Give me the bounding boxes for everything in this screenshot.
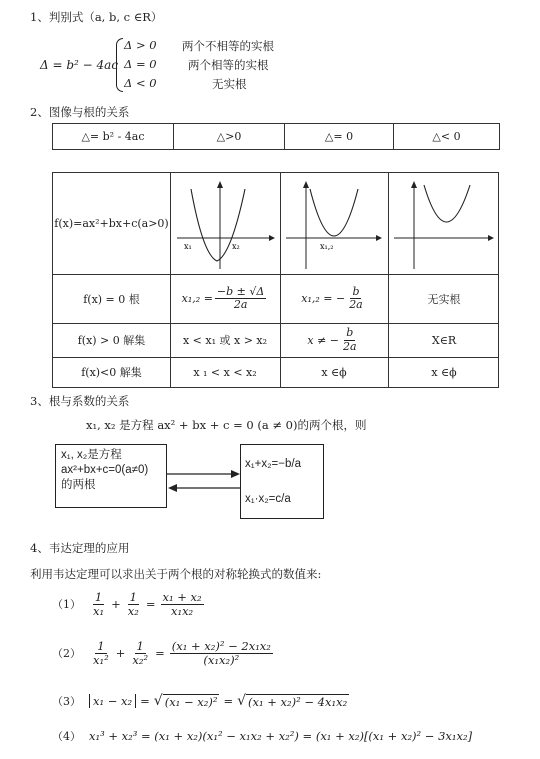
y-axis-arrow (217, 181, 223, 188)
lt-solution-two: x ₁ < x < x₂ (193, 365, 257, 379)
lt-row-label: f(x)<0 解集 (81, 366, 142, 379)
radicand: (x₁ + x₂)² − 4x₁x₂ (248, 694, 348, 709)
equals-sign: = (155, 646, 165, 661)
parabola-curve (310, 189, 358, 236)
absolute-value: x₁ − x₂ (89, 694, 136, 708)
gt-fraction (341, 327, 359, 352)
fraction-denominator: x₁x₂ (170, 603, 194, 618)
vieta-product: x₁·x₂=c/a (245, 493, 291, 505)
lt-solution-one: x ∈ϕ (321, 365, 347, 379)
header-delta-formula: △= b² - 4ac (53, 124, 174, 150)
function-label: f(x)=ax²+bx+c(a>0) (54, 217, 169, 230)
premise-line-2: ax²+bx+c=0(a≠0) (61, 464, 149, 476)
case-3-description: 无实根 (212, 77, 247, 91)
case-1-description: 两个不相等的实根 (182, 39, 274, 53)
formula-3-label: （3） (52, 695, 81, 708)
root-label-x12: x₁,₂ (320, 242, 334, 251)
equals-sign: = (145, 597, 156, 612)
fraction-denominator: 2a (349, 298, 363, 311)
delta-header-table (52, 123, 500, 150)
fraction (91, 640, 111, 666)
x-axis-arrow (269, 235, 275, 241)
fraction-denominator: x₂ (127, 603, 139, 618)
roots-lhs: x₁,₂ = (181, 292, 213, 305)
fraction (170, 640, 273, 666)
fraction-numerator: 1 (129, 590, 137, 604)
case-2-description: 两个相等的实根 (188, 58, 269, 72)
formula-1-label: （1） (52, 598, 81, 612)
radical-sign: √ (237, 693, 246, 709)
fraction-numerator: 1 (136, 639, 144, 653)
fraction (126, 591, 141, 617)
plus-sign: + (115, 646, 126, 661)
equals-sign: = (223, 694, 234, 708)
graph-no-root (390, 175, 498, 272)
fraction-numerator: b (352, 284, 360, 298)
roots-graph-table (52, 172, 499, 388)
section4-intro: 利用韦达定理可以求出关于两个根的对称轮换式的数值来: (30, 567, 322, 581)
radicand: (x₁ − x₂)² (164, 694, 218, 709)
quadratic-formula-fraction (215, 286, 266, 311)
graph-one-root (282, 175, 386, 272)
roots-formula-one (280, 274, 388, 323)
gt-solution-none: X∈R (431, 333, 457, 347)
lt-solution-none: x ∈ϕ (431, 365, 457, 379)
premise-line-3: 的两根 (61, 479, 96, 491)
case-1-condition: Δ > 0 (124, 38, 157, 52)
root-label-x1: x₁ (184, 242, 192, 251)
formula-2 (52, 640, 275, 666)
x-axis-arrow (488, 235, 494, 241)
fraction-denominator: x₁² (93, 652, 109, 667)
section3-title: 3、根与系数的关系 (30, 394, 130, 408)
section4-title: 4、韦达定理的应用 (30, 541, 130, 555)
fraction (130, 640, 150, 666)
header-delta-negative: △< 0 (394, 124, 500, 150)
y-axis-arrow (411, 181, 417, 188)
gt-solution-one (280, 323, 388, 357)
double-root-fraction (347, 286, 365, 311)
fraction-denominator: (x₁x₂)² (203, 652, 240, 667)
fraction-denominator: 2a (343, 339, 357, 353)
x-axis-arrow (376, 235, 382, 241)
formula-4 (52, 728, 472, 744)
roots-formula-two (170, 274, 280, 323)
formula-1 (52, 591, 206, 617)
section1-title: 1、判别式（a, b, c ∈R） (30, 10, 163, 24)
discriminant-equation: Δ = b² − 4ac (40, 58, 119, 72)
radical-sign: √ (153, 693, 163, 709)
cases-brace (116, 38, 123, 92)
fraction-numerator: (x₁ + x₂)² − 2x₁x₂ (171, 639, 271, 653)
case-2-condition: Δ = 0 (124, 57, 157, 71)
formula-2-label: （2） (52, 647, 81, 661)
roots-row-label: f(x) = 0 根 (83, 292, 140, 306)
case-3-condition: Δ < 0 (124, 76, 157, 90)
root-label-x2: x₂ (232, 242, 240, 251)
fraction-numerator: b (346, 326, 354, 340)
graph-two-roots (173, 175, 279, 272)
parabola-curve (424, 185, 470, 222)
equivalence-arrows (167, 468, 241, 494)
fraction (161, 591, 204, 617)
vieta-box (240, 444, 324, 519)
y-axis-arrow (303, 181, 309, 188)
fraction-denominator: x₁ (93, 603, 105, 618)
premise-line-1: x₁, x₂是方程 (61, 449, 122, 461)
vieta-sum: x₁+x₂=−b/a (245, 458, 301, 470)
gt-solution-two: x < x₁ 或 x > x₂ (182, 334, 268, 347)
formula-4-label: （4） (52, 730, 81, 743)
fraction-denominator: x₂² (132, 652, 149, 667)
gt-row-label: f(x) > 0 解集 (77, 334, 146, 347)
header-delta-zero: △= 0 (285, 124, 394, 150)
fraction-numerator: x₁ + x₂ (162, 590, 202, 604)
header-delta-positive: △>0 (174, 124, 285, 150)
roots-lhs: x₁,₂ = − (301, 292, 346, 305)
section2-title: 2、图像与根的关系 (30, 105, 130, 119)
premise-box (55, 444, 167, 508)
equals-sign: = (140, 694, 150, 708)
roots-none: 无实根 (427, 292, 461, 306)
fraction-numerator: −b ± √Δ (216, 284, 265, 298)
gt-lhs: x ≠ − (307, 333, 340, 347)
plus-sign: + (111, 597, 121, 612)
sum-of-cubes-identity: x₁³ + x₂³ = (x₁ + x₂)(x₁² − x₁x₂ + x₂²) = (x₁ + x₂)[(x₁ + x₂)² − 3x₁x₂] (89, 729, 473, 743)
fraction-numerator: 1 (94, 590, 103, 604)
fraction-denominator: 2a (233, 298, 248, 311)
fraction (91, 591, 106, 617)
section3-intro: x₁, x₂ 是方程 ax² + bx + c = 0 (a ≠ 0)的两个根，则 (86, 418, 367, 432)
formula-3 (52, 693, 349, 709)
fraction-numerator: 1 (97, 639, 105, 653)
